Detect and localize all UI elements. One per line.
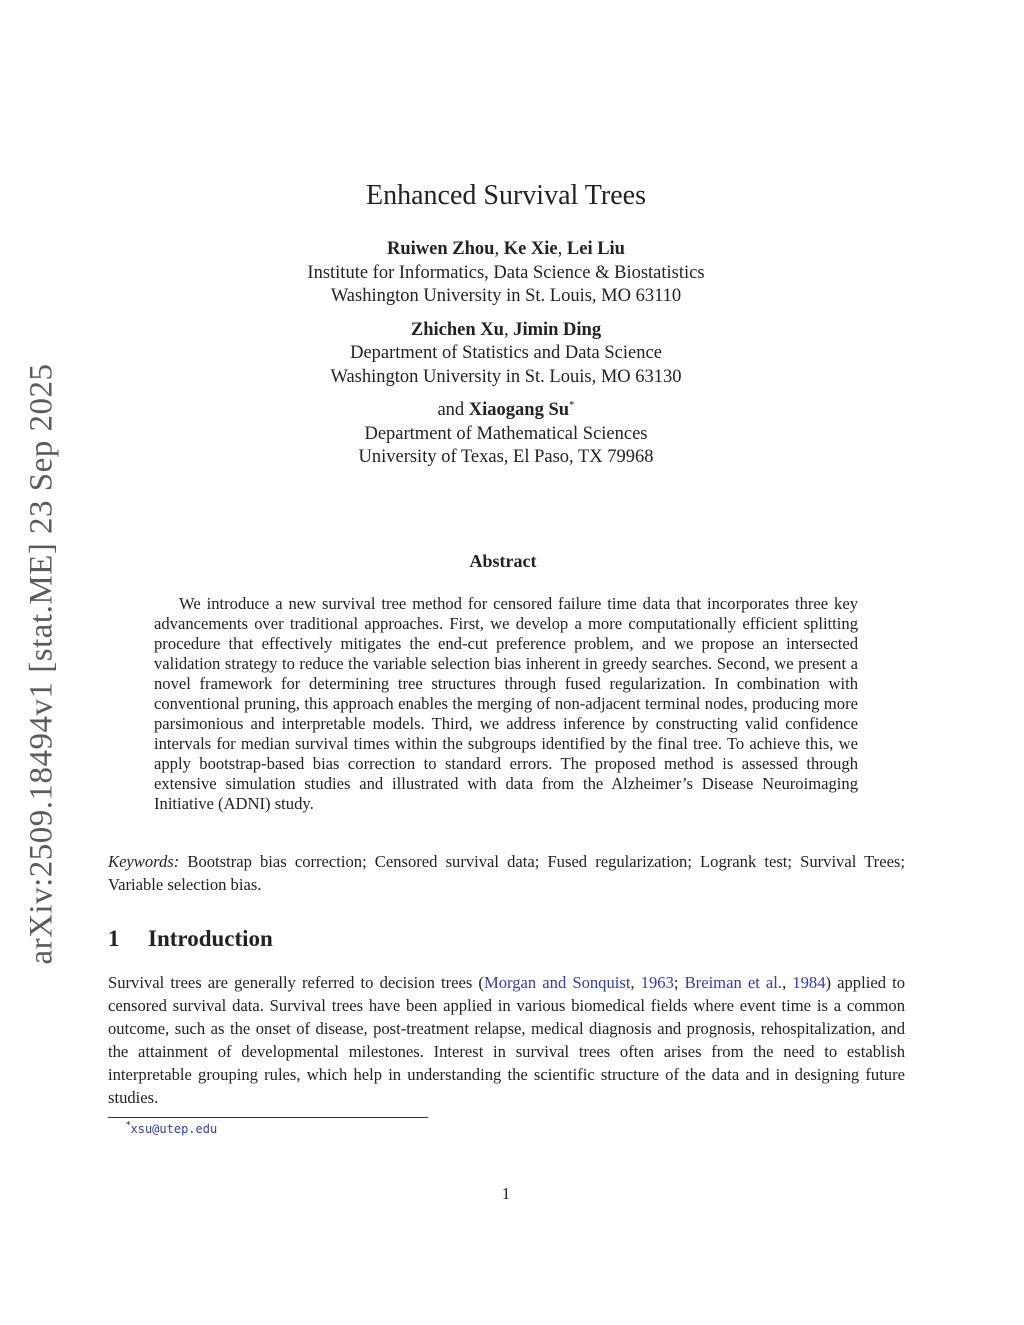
- arxiv-identifier-stamp: arXiv:2509.18494v1 [stat.ME] 23 Sep 2025: [23, 363, 60, 965]
- affiliation-line: Institute for Informatics, Data Science & Biostatistics: [307, 262, 705, 283]
- author-group-3: [0, 399, 1012, 470]
- abstract-heading: Abstract: [469, 551, 537, 571]
- author-separator: ,: [503, 319, 514, 340]
- citation-link-morgan[interactable]: Morgan and Sonquist: [483, 973, 631, 992]
- author-names-line: [0, 319, 1012, 343]
- author-group-1: [0, 238, 1012, 309]
- author-prefix: and: [437, 400, 469, 420]
- author-separator: ,: [494, 239, 504, 259]
- author-names-line: [0, 238, 1012, 262]
- author-name: Zhichen Xu: [410, 319, 504, 340]
- email-link[interactable]: xsu@utep.edu: [130, 1122, 218, 1136]
- section-number: 1: [108, 926, 120, 951]
- author-name: Lei Liu: [566, 239, 625, 259]
- author-separator: ,: [557, 239, 567, 259]
- citation-separator: ,: [630, 973, 641, 992]
- author-names-line: [0, 399, 1012, 423]
- footnote-divider: [108, 1117, 428, 1118]
- citation-link-breiman-year[interactable]: 1984: [792, 973, 826, 992]
- keywords-text: Bootstrap bias correction; Censored survival data; Fused regularization; Logrank test; Survival Trees; Variable selection bias.: [108, 852, 905, 894]
- author-group-2: [0, 319, 1012, 390]
- keywords-paragraph: [108, 850, 905, 896]
- affiliation-line: Washington University in St. Louis, MO 63130: [330, 366, 682, 387]
- section-heading-introduction: [108, 926, 273, 952]
- author-name: Ruiwen Zhou: [387, 239, 495, 259]
- intro-text: ;: [673, 973, 685, 992]
- affiliation-line: Department of Statistics and Data Science: [350, 343, 662, 363]
- author-name: Jimin Ding: [513, 319, 602, 340]
- keywords-label: Keywords:: [108, 852, 180, 871]
- footnote-marker[interactable]: *: [569, 399, 575, 411]
- abstract-text: We introduce a new survival tree method for censored failure time data that incorporates three key advancements over traditional approaches. First, we develop a more computationally efficient splitting procedure that effectively mitigates the end-cut preference problem, and we propose an intersected validation strategy to reduce the variable selection bias inherent in greedy searches. Second, we present a novel framework for determining tree structures through fused regularization. In combination with conventional pruning, this approach enables the merging of non-adjacent terminal nodes, producing more parsimonious and interpretable models. Third, we address inference by constructing valid confidence intervals for median survival times within the subgroups identified by the final tree. To achieve this, we apply bootstrap-based bias correction to standard errors. The proposed method is assessed through extensive simulation studies and illustrated with data from the Alzheimer’s Disease Neuroimaging Initiative (ADNI) study.: [154, 594, 858, 813]
- footnote-mark: *: [126, 1121, 131, 1131]
- affiliation-line: Department of Mathematical Sciences: [364, 423, 648, 444]
- author-block: [0, 238, 1012, 470]
- citation-link-breiman[interactable]: Breiman et al.: [684, 973, 783, 992]
- introduction-paragraph: [108, 971, 905, 1109]
- intro-text: ) applied to censored survival data. Survival trees have been applied in various biomedical fields where event time is a common outcome, such as the onset of disease, post-treatment relapse, medical diagnosis and prognosis, rehospitalization, and the attainment of developmental milestones. Interest in survival trees often arises from the need to establish interpretable grouping rules, which help in understanding the scientific structure of the data and in designing future studies.: [108, 973, 905, 1107]
- page-number: 1: [501, 1184, 511, 1203]
- citation-link-morgan-year[interactable]: 1963: [640, 973, 674, 992]
- citation-separator: ,: [782, 973, 793, 992]
- affiliation-line: University of Texas, El Paso, TX 79968: [358, 447, 654, 467]
- author-name: Xiaogang Su: [468, 400, 570, 420]
- affiliation-line: Washington University in St. Louis, MO 63110: [330, 286, 682, 306]
- intro-text: Survival trees are generally referred to decision trees (: [108, 973, 484, 992]
- section-title: Introduction: [148, 926, 273, 951]
- footnote: [126, 1122, 217, 1137]
- paper-title: Enhanced Survival Trees: [366, 180, 646, 211]
- author-name: Ke Xie: [503, 239, 558, 259]
